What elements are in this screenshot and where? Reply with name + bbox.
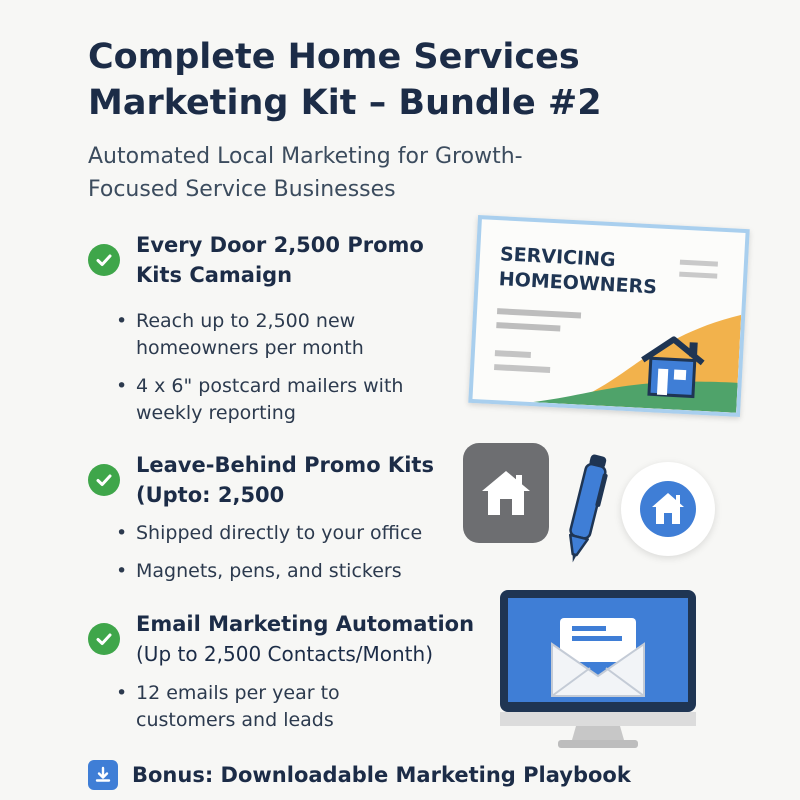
postcard-illustration xyxy=(468,215,749,417)
download-icon xyxy=(88,760,118,790)
feature-email-automation xyxy=(88,609,476,669)
page-title: Complete Home Services Marketing Kit – Bundle #2 xyxy=(88,37,602,123)
feature-bullets xyxy=(114,308,444,438)
list-item: • 12 emails per year to customers and leads xyxy=(114,680,444,734)
feature-leave-behind xyxy=(88,450,476,510)
feature-every-door xyxy=(88,230,476,290)
bonus-line xyxy=(88,760,631,790)
check-circle-icon xyxy=(88,464,120,496)
list-item: • Shipped directly to your office xyxy=(114,520,444,547)
check-circle-icon xyxy=(88,623,120,655)
bonus-text: Bonus: Downloadable Marketing Playbook xyxy=(132,763,631,787)
monitor-email-icon xyxy=(498,588,698,754)
page-subtitle: Automated Local Marketing for Growth-Focused Service Businesses xyxy=(88,144,523,202)
feature-bullets xyxy=(114,520,444,596)
house-tile-icon xyxy=(463,443,549,543)
check-circle-icon xyxy=(88,244,120,276)
feature-subtitle: (Up to 2,500 Contacts/Month) xyxy=(136,642,434,666)
feature-bullets xyxy=(114,680,444,745)
feature-title: Leave-Behind Promo Kits (Upto: 2,500 xyxy=(136,453,434,507)
feature-title: Every Door 2,500 Promo Kits Camaign xyxy=(136,233,424,287)
list-item: • Reach up to 2,500 new homeowners per month xyxy=(114,308,444,362)
house-badge-icon xyxy=(621,462,715,556)
list-item: • Magnets, pens, and stickers xyxy=(114,558,444,585)
pen-icon xyxy=(560,450,612,568)
postcard-headline: SERVICING HOMEOWNERS xyxy=(498,243,658,299)
list-item: • 4 x 6" postcard mailers with weekly reporting xyxy=(114,373,444,427)
feature-title: Email Marketing Automation xyxy=(136,612,475,636)
